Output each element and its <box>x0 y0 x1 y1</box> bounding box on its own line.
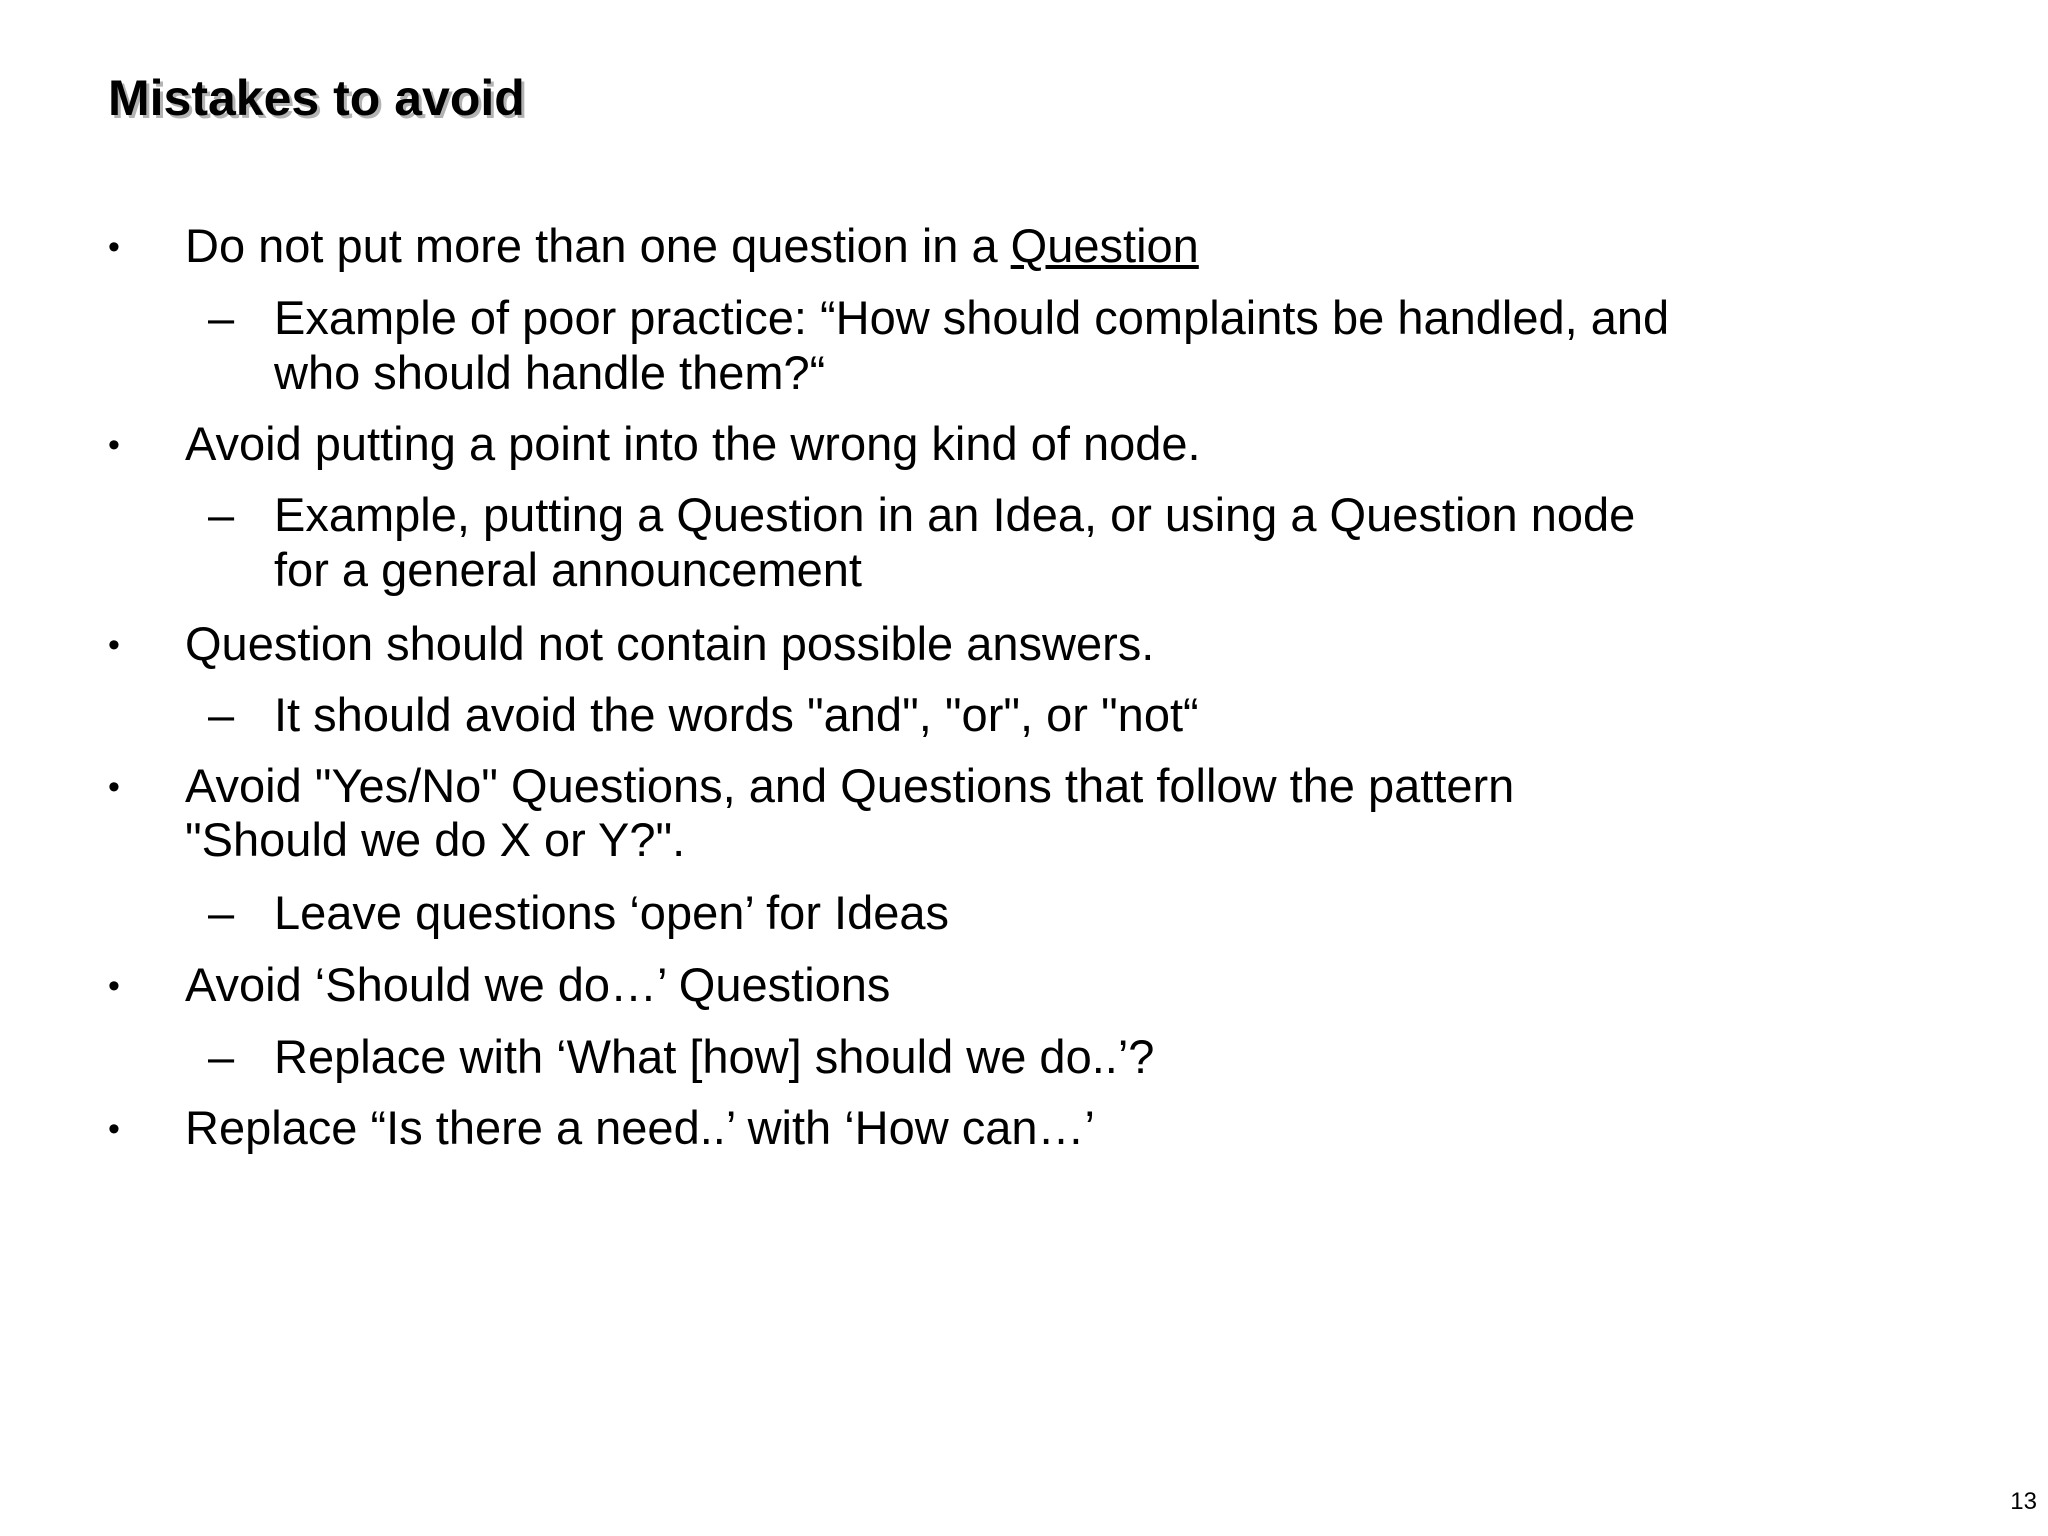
sub-bullet-text-line: Leave questions ‘open’ for Ideas <box>274 886 950 939</box>
bullet-text: Question should not contain possible answers. <box>185 617 1155 670</box>
sub-bullet-text-line: It should avoid the words "and", "or", or "not“ <box>274 688 1199 741</box>
sub-bullet-text-line: Replace with ‘What [how] should we do..’? <box>274 1030 1155 1083</box>
bullet-marker: • <box>108 768 120 806</box>
dash-marker: – <box>208 886 235 939</box>
bullet-text-part: Do not put more than one question in a <box>185 219 1011 272</box>
dash-marker: – <box>208 488 235 541</box>
bullet-text: Replace “Is there a need..’ with ‘How can…’ <box>185 1101 1095 1154</box>
bullet-text: "Should we do X or Y?". <box>185 813 686 866</box>
dash-marker: – <box>208 291 235 344</box>
sub-bullet-text-line: for a general announcement <box>274 543 862 596</box>
dash-marker: – <box>208 1030 235 1083</box>
dash-marker: – <box>208 688 235 741</box>
underlined-term: Question <box>1010 219 1199 272</box>
page-number: 13 <box>2010 1488 2037 1515</box>
bullet-text: Avoid ‘Should we do…’ Questions <box>185 958 891 1011</box>
bullet-marker: • <box>108 967 120 1005</box>
bullet-marker: • <box>108 228 120 266</box>
sub-bullet-text-line: Example of poor practice: “How should complaints be handled, and <box>274 291 1670 344</box>
bullet-text: Avoid putting a point into the wrong kind of node. <box>185 417 1201 470</box>
slide-title: Mistakes to avoid <box>108 70 525 126</box>
bullet-marker: • <box>108 426 120 464</box>
sub-bullet-text-line: Example, putting a Question in an Idea, or using a Question node <box>274 488 1636 541</box>
sub-bullet-text-line: who should handle them?“ <box>274 346 826 399</box>
bullet-text <box>185 219 1199 272</box>
bullet-marker: • <box>108 626 120 664</box>
bullet-marker: • <box>108 1110 120 1148</box>
bullet-text: Avoid "Yes/No" Questions, and Questions that follow the pattern <box>185 759 1515 812</box>
